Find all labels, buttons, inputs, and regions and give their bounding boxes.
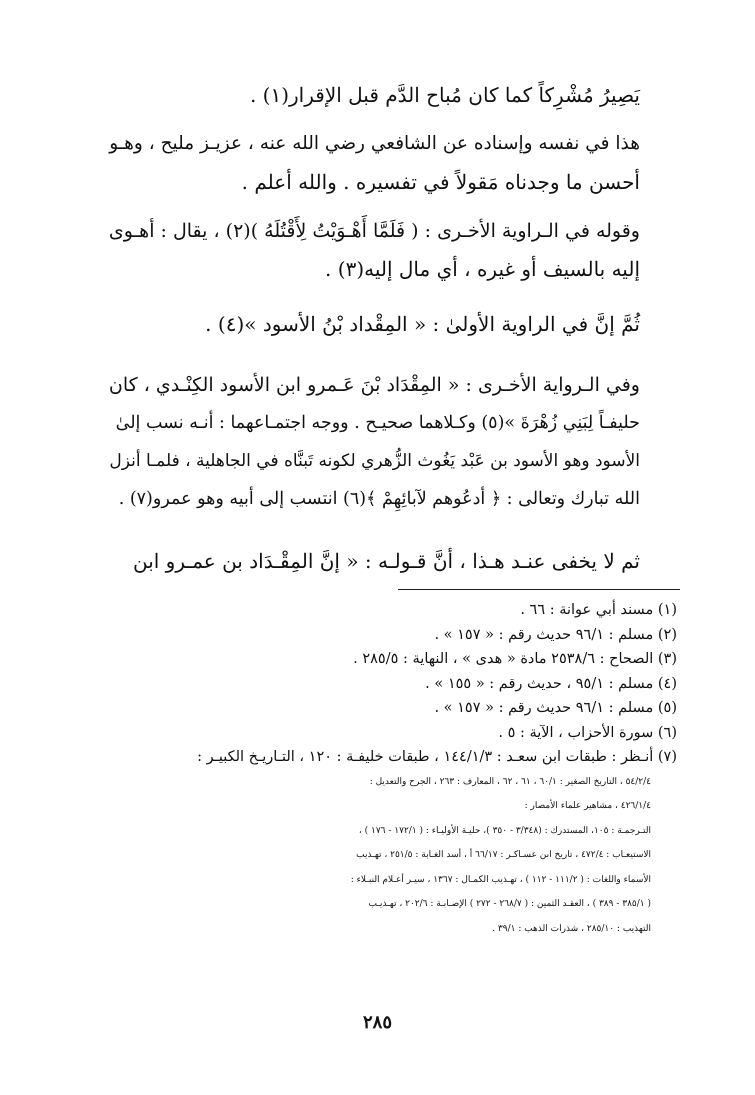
text-line: وفي الـرواية الأخـرى : « المِقْدَاد بْنَ عَـمرو ابن الأسود الكِنْـدي ، كان (108, 374, 640, 396)
text-line: أحسن ما وجدناه مَقولاً في تفسيره . والله أعلم . (241, 170, 640, 194)
footnote-7-line: التـرجمـة : ١٠٥، المستدرك : (٣/٣٤٨ - ٣٥٠ )، حليـة الأوليـاء : ( ١٧٢/١ - ١٧٦ ) ، (358, 825, 651, 836)
footnote-7-line: ٥٤/٢/٤ ، التاريخ الصغير : ٦٠/١ ، ٦١ ، ٦٢ ، المعارف : ٢٦٣ ، الجرح والتعديل : (369, 776, 651, 787)
paragraph-2 (105, 125, 640, 201)
footnote-4: (٤) مسلم : ٩٥/١ ، حديث رقم : « ١٥٥ » . (425, 675, 677, 692)
text-line: ثُمَّ إنَّ في الراوية الأولىٰ : « المِقْداد بْنُ الأسود »(٤) . (205, 312, 640, 336)
text-line: يَصِيرُ مُشْرِكاً كما كان مُباح الدَّم قبل الإقرار(١) . (249, 83, 640, 107)
paragraph-1 (105, 76, 640, 114)
footnote-7-line: التهذيب : ٢٨٥/١٠ ، شذرات الذهب : ٣٩/١ . (492, 923, 651, 934)
footnote-3: (٣) الصحاح : ٢٥٣٨/٦ مادة « هدى » ، النهاية : ٢٨٥/٥ . (353, 651, 677, 667)
text-line: ثم لا يخفى عنـد هـذا ، أنَّ قـولـه : « إنَّ المِقْـدَاد بن عمـرو ابن (132, 549, 640, 573)
footnote-7: (٧) أنـظر : طبقات ابن سعـد : ١٤٤/١/٣ ، طبقات خليفـة : ١٢٠ ، التـاريـخ الكبيـر : (197, 749, 677, 765)
text-line: الله تبارك وتعالى : ﴿ أدعُوهم لآبائِهِمْ ﴾(٦) انتسب إلى أبيه وهو عمرو(٧) . (118, 489, 640, 509)
footnote-7-line: الأسماء واللغات : ( ١١١/٢ - ١١٢ ) ، تهـذيب الكمـال : ١٣٦٧ ، سيـر أعـلام النبـلاء : (350, 874, 651, 885)
page-number: ٢٨٥ (362, 1012, 392, 1033)
paragraph-5 (105, 366, 640, 518)
text-line: الأسود وهو الأسود بن عَبْد يَغُوث الزُّهري لكونه تَبنَّاه في الجاهلية ، فلمـا أنزل (109, 451, 640, 471)
footnote-2: (٢) مسلم : ٩٦/١ حديث رقم : « ١٥٧ » . (434, 626, 677, 643)
paragraph-3 (105, 212, 640, 288)
footnote-7-line: الاستيعـاب : ٤٧٢/٤ ، تاريخ ابن عسـاكـر : ٦٦/١٧ أ ، أسد الغـابة : ٢٥١/٥ ، تهـذيب (356, 850, 651, 860)
footnote-separator (398, 589, 680, 590)
footnote-6: (٦) سورة الأحزاب ، الآية : ٥ . (498, 724, 677, 741)
footnote-7-line: ٤٢٦/١/٤ ، مشاهير علماء الأمصار : (524, 801, 651, 811)
text-line: هذا في نفسه وإسناده عن الشافعي رضي الله عنه ، عزيـز مليح ، وهـو (109, 133, 640, 154)
text-line: وقوله في الـراوية الأخـرى : ( فَلَمَّا أَهْـوَيْتُ لِأَقْتُلَهُ )(٢) ، يقال : أهـوى (108, 220, 640, 242)
footnote-7-line: ( ٣٨٥/١ - ٣٨٩ ) ، العقـد الثمين : ( ٢٦٨/٧ - ٢٧٢ ) الإصـابـة : ٢٠٢/٦ ، تهـذيـب (368, 899, 651, 909)
footnotes (110, 598, 677, 941)
paragraph-4 (105, 305, 640, 343)
footnote-5: (٥) مسلم : ٩٦/١ حديث رقم : « ١٥٧ » . (434, 700, 677, 716)
text-line: إليه بالسيف أو غيره ، أي مال إليه(٣) . (325, 257, 640, 281)
paragraph-6 (105, 542, 640, 580)
text-line: حليفـاً لِبَنِي زُهْرَةَ »(٥) وكـلاهما صحيـح . ووجه اجتمـاعهما : أنـه نسب إلىٰ (115, 413, 640, 433)
footnote-1: (١) مسند أبي عوانة : ٦٦ . (520, 602, 677, 618)
